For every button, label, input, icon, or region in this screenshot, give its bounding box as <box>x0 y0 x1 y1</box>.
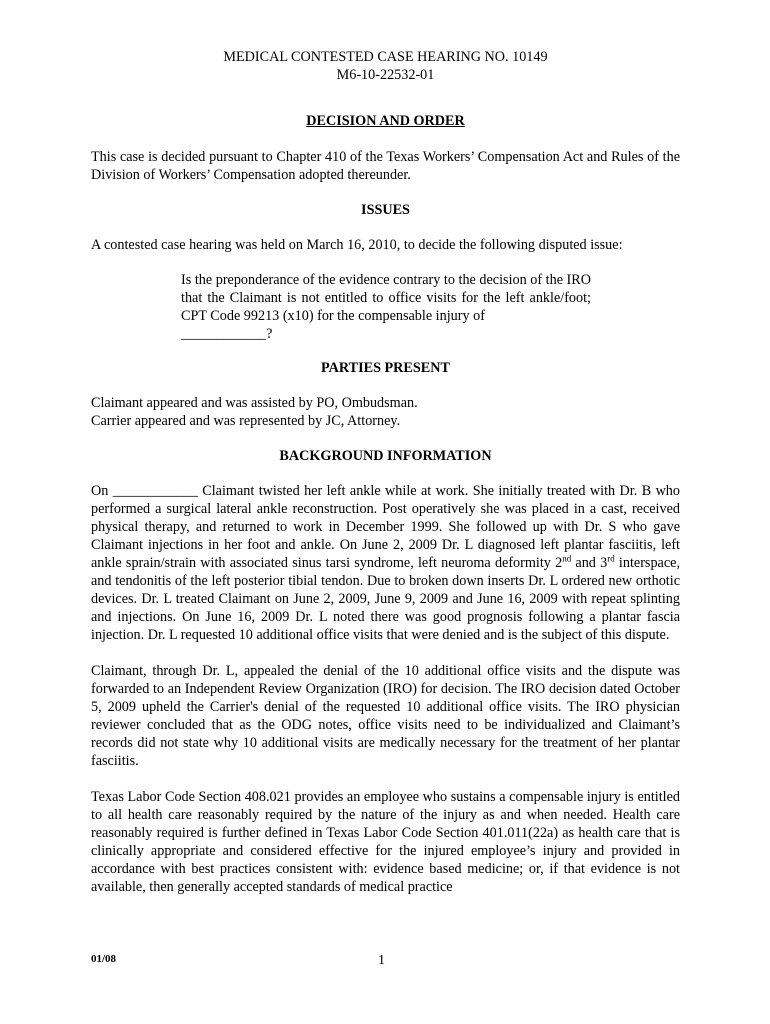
background-paragraph-2: Claimant, through Dr. L, appealed the denial of the 10 additional office visits and the dispute was forwarded to an Independent Review Organization (IRO) for decision. The IRO decision dated October 5, 2009 upheld the Carrier's denial of the requested 10 additional office visits. The IRO physician reviewer concluded that as the ODG notes, office visits need to be individualized and Claimant’s records did not state why 10 additional visits are medically necessary for the treatment of her plantar fasciitis. <box>91 663 680 769</box>
page-number: 1 <box>378 953 385 968</box>
case-header <box>91 48 680 84</box>
background-paragraph-3: Texas Labor Code Section 408.021 provides an employee who sustains a compensable injury is entitled to all health care reasonably required by the nature of the injury as and when needed. Health care reasonably required is further defined in Texas Labor Code Section 401.011(22a) as health care that is clinically appropriate and considered effective for the injured employee’s injury and provided in accordance with best practices consistent with: evidence based medicine; or, if that evidence is not available, then generally accepted standards of medical practice <box>91 789 680 895</box>
disputed-issue-block <box>181 271 591 343</box>
background-p1-part2: and 3 <box>571 555 608 571</box>
carrier-party: Carrier appeared and was represented by JC, Attorney. <box>91 413 401 429</box>
issues-heading: ISSUES <box>361 202 410 218</box>
superscript-nd: nd <box>562 553 572 564</box>
background-p1-part3: interspace, and tendonitis of the left posterior tibial tendon. Due to broken down inserts Dr. L ordered new orthotic devices. Dr. L treated Claimant on June 2, 2009, June 9, 2009 and June 16, 2009 with repeat splinting and injections. On June 16, 2009 Dr. L noted there was good prognosis following a plantar fascia injection. Dr. L requested 10 additional office visits that were denied and is the subject of this dispute. <box>91 555 680 643</box>
decision-heading-text: DECISION AND ORDER <box>306 113 465 129</box>
issues-paragraph: A contested case hearing was held on March 16, 2010, to decide the following disputed issue: <box>91 237 623 253</box>
intro-paragraph: This case is decided pursuant to Chapter 410 of the Texas Workers’ Compensation Act and Rules of the Division of Workers’ Compensation adopted thereunder. <box>91 149 680 183</box>
disputed-issue-blank: ____________? <box>181 326 273 342</box>
decision-heading <box>91 112 680 130</box>
superscript-rd: rd <box>607 553 615 564</box>
disputed-issue-text: Is the preponderance of the evidence contrary to the decision of the IRO that the Claimant is not entitled to office visits for the left ankle/foot; CPT Code 99213 (x10) for the compensable injury of <box>181 272 591 324</box>
background-paragraph-1 <box>91 482 680 644</box>
footer-form-code: 01/08 <box>91 953 117 965</box>
parties-block <box>91 394 680 430</box>
parties-heading: PARTIES PRESENT <box>321 360 450 376</box>
claimant-party: Claimant appeared and was assisted by PO, Ombudsman. <box>91 395 418 411</box>
document-page <box>91 48 680 896</box>
docket-number: M6-10-22532-01 <box>336 67 435 83</box>
background-p1-part1: On ____________ Claimant twisted her left ankle while at work. She initially treated with Dr. B who performed a surgical lateral ankle reconstruction. Post operatively she was placed in a cast, received physical therapy, and returned to work in December 1999. She followed up with Dr. S who gave Claimant injections in her foot and ankle. On June 2, 2009 Dr. L diagnosed left plantar fasciitis, left ankle sprain/strain with associated sinus tarsi syndrome, left neuroma deformity 2 <box>91 483 680 571</box>
background-heading: BACKGROUND INFORMATION <box>279 448 492 464</box>
case-number: MEDICAL CONTESTED CASE HEARING NO. 10149 <box>223 49 548 65</box>
